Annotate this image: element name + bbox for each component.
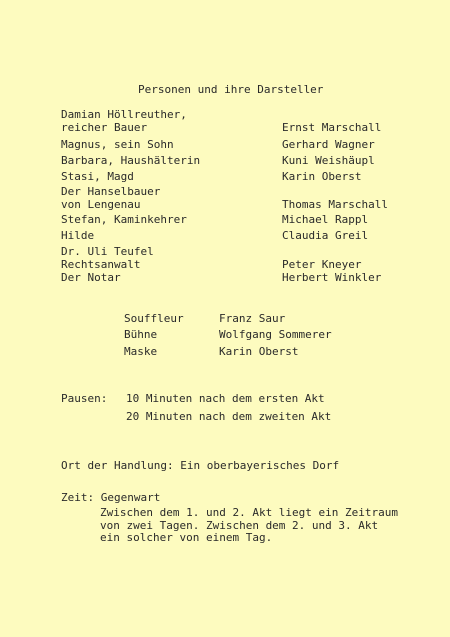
cast-actor: Peter Kneyer <box>282 258 362 271</box>
cast-role-line: Barbara, Haushälterin <box>61 154 201 167</box>
cast-role-line: Dr. Uli Teufel <box>61 245 154 258</box>
page-title: Personen und ihre Darsteller <box>138 83 324 96</box>
time-note-line: von zwei Tagen. Zwischen dem 2. und 3. Akt <box>100 519 379 532</box>
crew-name: Franz Saur <box>219 312 286 325</box>
crew-function: Bühne <box>124 328 158 341</box>
time-label: Zeit: Gegenwart <box>61 491 161 504</box>
cast-actor: Kuni Weishäupl <box>282 154 375 167</box>
crew-name: Karin Oberst <box>219 345 299 358</box>
cast-role-line: Damian Höllreuther, <box>61 108 187 121</box>
cast-role-line: reicher Bauer <box>61 121 148 134</box>
cast-role-line: Stasi, Magd <box>61 170 134 183</box>
cast-role-line: Stefan, Kaminkehrer <box>61 213 187 226</box>
pause-line: 10 Minuten nach dem ersten Akt <box>126 392 325 405</box>
cast-actor: Karin Oberst <box>282 170 362 183</box>
cast-role-line: Rechtsanwalt <box>61 258 141 271</box>
cast-actor: Ernst Marschall <box>282 121 382 134</box>
cast-actor: Thomas Marschall <box>282 198 388 211</box>
cast-role-line: Der Notar <box>61 271 121 284</box>
time-note-line: ein solcher von einem Tag. <box>100 531 273 544</box>
time-note-line: Zwischen dem 1. und 2. Akt liegt ein Zeitraum <box>100 506 399 519</box>
cast-role-line: Magnus, sein Sohn <box>61 138 174 151</box>
crew-function: Maske <box>124 345 158 358</box>
cast-actor: Gerhard Wagner <box>282 138 375 151</box>
pause-line: 20 Minuten nach dem zweiten Akt <box>126 410 332 423</box>
cast-actor: Herbert Winkler <box>282 271 382 284</box>
cast-role-line: Hilde <box>61 229 95 242</box>
pauses-label: Pausen: <box>61 392 108 405</box>
crew-name: Wolfgang Sommerer <box>219 328 332 341</box>
cast-actor: Michael Rappl <box>282 213 369 226</box>
cast-role-line: Der Hanselbauer <box>61 185 161 198</box>
cast-role-line: von Lengenau <box>61 198 141 211</box>
cast-actor: Claudia Greil <box>282 229 369 242</box>
location-line: Ort der Handlung: Ein oberbayerisches Dorf <box>61 459 340 472</box>
crew-function: Souffleur <box>124 312 184 325</box>
